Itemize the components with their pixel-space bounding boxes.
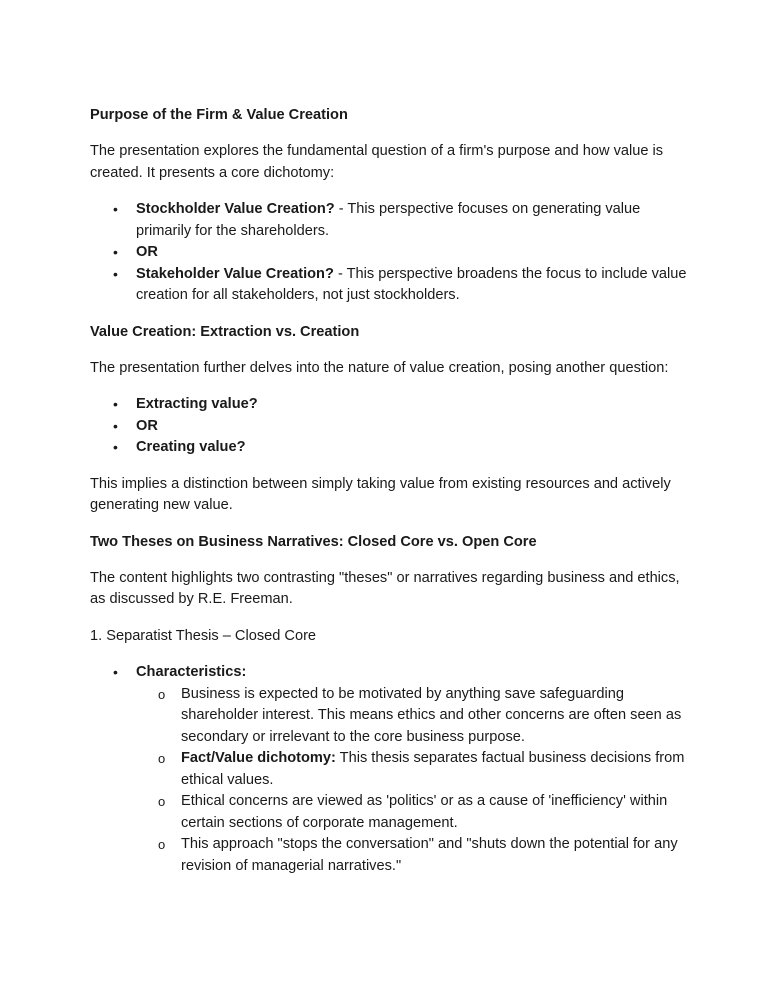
paragraph-purpose-intro: The presentation explores the fundamental question of a firm's purpose and how value is created. It presents a core dichotomy: — [90, 143, 664, 181]
sub-list-item-text: This approach "stops the conversation" and "shuts down the potential for any revision of managerial narratives." — [181, 836, 678, 874]
sub-list-item-text: Business is expected to be motivated by anything save safeguarding shareholder interest. This means ethics and other concerns are often seen as secondary or irrelevant to the core business purpose. — [181, 685, 682, 745]
bullet-icon: • — [113, 396, 118, 412]
list-item — [90, 199, 690, 242]
sub-list-characteristics — [136, 684, 690, 878]
list-item — [90, 264, 690, 307]
list-item-bold: Stockholder Value Creation? — [136, 201, 335, 217]
list-item-bold: OR — [136, 417, 158, 434]
sub-list-item — [136, 834, 690, 877]
list-item-bold: Creating value? — [136, 439, 246, 455]
bullet-icon: • — [113, 439, 118, 455]
list-item — [90, 662, 690, 877]
bullet-icon: • — [113, 265, 118, 282]
sub-list-item-bold: Fact/Value dichotomy: — [181, 750, 336, 766]
circle-bullet-icon: o — [158, 686, 166, 702]
bullet-icon: • — [113, 244, 118, 260]
sub-list-item — [136, 684, 690, 749]
sub-list-item — [136, 748, 690, 791]
paragraph-theses-intro: The content highlights two contrasting "theses" or narratives regarding business and ethics, as discussed by R.E. Freeman. — [90, 569, 680, 607]
bullet-icon: • — [113, 201, 118, 217]
circle-bullet-icon: o — [158, 837, 166, 852]
subheading-separatist-thesis: 1. Separatist Thesis – Closed Core — [90, 627, 317, 644]
bullet-icon: • — [113, 664, 118, 680]
sub-list-item — [136, 791, 690, 834]
sub-list-item-text: Ethical concerns are viewed as 'politics' or as a cause of 'inefficiency' within certain sections of corporate management. — [181, 793, 668, 831]
bullet-icon: • — [113, 417, 118, 434]
list-item — [90, 242, 690, 264]
list-item-bold: Extracting value? — [136, 396, 258, 412]
section-heading-theses: Two Theses on Business Narratives: Closed Core vs. Open Core — [90, 533, 537, 550]
list-item-text: - This perspective broadens the focus to include value creation for all stakeholders, not just stockholders. — [136, 265, 687, 303]
paragraph-extraction-outro: This implies a distinction between simply taking value from existing resources and actively generating new value. — [90, 475, 671, 513]
circle-bullet-icon: o — [158, 794, 166, 809]
section-heading-extraction: Value Creation: Extraction vs. Creation — [90, 323, 360, 340]
characteristics-label: Characteristics: — [136, 664, 247, 680]
bullet-list-characteristics — [90, 662, 690, 877]
document-page — [90, 105, 690, 892]
paragraph-extraction-intro: The presentation further delves into the nature of value creation, posing another question: — [90, 359, 669, 376]
list-item-text: - This perspective focuses on generating value primarily for the shareholders. — [136, 201, 641, 239]
bullet-list-value-creation — [90, 199, 690, 307]
list-item-bold: OR — [136, 244, 158, 260]
list-item — [90, 437, 690, 459]
list-item-bold: Stakeholder Value Creation? — [136, 265, 334, 282]
circle-bullet-icon: o — [158, 751, 166, 766]
section-heading-purpose: Purpose of the Firm & Value Creation — [90, 107, 348, 123]
sub-list-item-text: This thesis separates factual business decisions from ethical values. — [181, 750, 685, 788]
bullet-list-extraction — [90, 394, 690, 459]
list-item — [90, 416, 690, 438]
list-item — [90, 394, 690, 416]
